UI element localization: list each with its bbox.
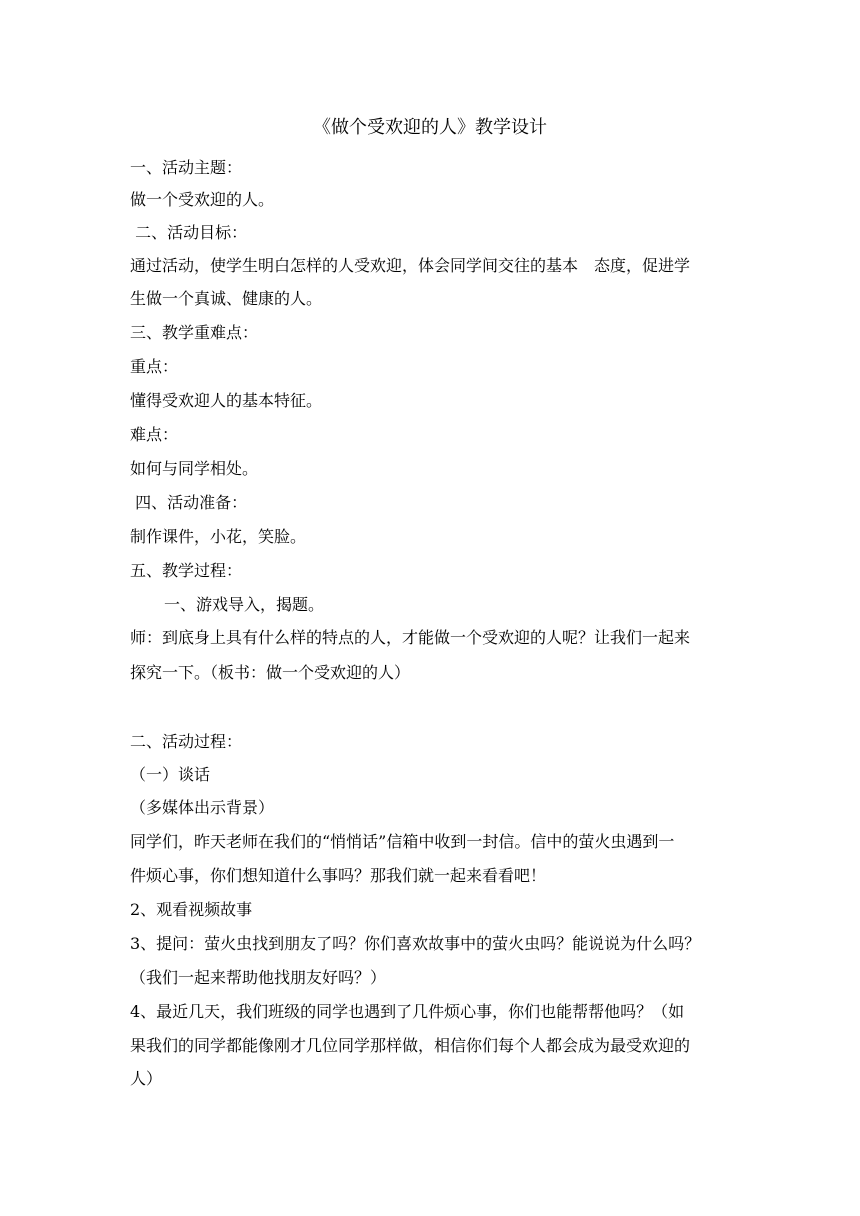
paragraph-line: 做一个受欢迎的人。: [130, 190, 275, 209]
paragraph-line: 探究一下。（板书：做一个受欢迎的人）: [130, 663, 411, 682]
paragraph-line: 师：到底身上具有什么样的特点的人，才能做一个受欢迎的人呢？让我们一起来: [130, 628, 691, 647]
section-heading-teaching-process: 五、教学过程：: [130, 561, 243, 580]
paragraph-line: （一）谈话: [130, 765, 211, 784]
section-heading-key-points: 三、教学重难点：: [130, 323, 259, 342]
paragraph-line: 通过活动，使学生明白怎样的人受欢迎，体会同学间交往的基本 态度，促进学: [130, 256, 691, 275]
paragraph-line: 重点：: [130, 357, 179, 376]
paragraph-line: 同学们，昨天老师在我们的“悄悄话”信箱中收到一封信。信中的萤火虫遇到一: [130, 832, 675, 851]
section-heading-preparation: 四、活动准备：: [130, 493, 248, 512]
paragraph-line: （多媒体出示背景）: [130, 798, 275, 817]
section-heading-activity-theme: 一、活动主题：: [130, 158, 243, 177]
section-heading-activity-goal: 二、活动目标：: [130, 223, 248, 242]
paragraph-line: 果我们的同学都能像刚才几位同学那样做，相信你们每个人都会成为最受欢迎的: [130, 1036, 691, 1055]
paragraph-line: 4、最近几天，我们班级的同学也遇到了几件烦心事，你们也能帮帮他吗？（如: [130, 1002, 685, 1021]
paragraph-line: 如何与同学相处。: [130, 459, 259, 478]
paragraph-line: 懂得受欢迎人的基本特征。: [130, 391, 323, 410]
paragraph-line: 件烦心事，你们想知道什么事吗？那我们就一起来看看吧！: [130, 866, 547, 885]
paragraph-line: 2、观看视频故事: [130, 900, 253, 919]
paragraph-line: （我们一起来帮助他找朋友好吗？）: [130, 968, 387, 987]
subsection-heading-intro: 一、游戏导入，揭题。: [164, 595, 325, 614]
paragraph-line: 人）: [130, 1069, 163, 1088]
paragraph-line: 生做一个真诚、健康的人。: [130, 289, 323, 308]
document-title: 《做个受欢迎的人》教学设计: [313, 117, 547, 138]
paragraph-line: 3、提问：萤火虫找到朋友了吗？你们喜欢故事中的萤火虫吗？能说说为什么吗？: [130, 934, 701, 953]
paragraph-line: 制作课件，小花，笑脸。: [130, 527, 307, 546]
paragraph-line: 难点：: [130, 425, 179, 444]
section-heading-activity-process: 二、活动过程：: [130, 732, 243, 751]
